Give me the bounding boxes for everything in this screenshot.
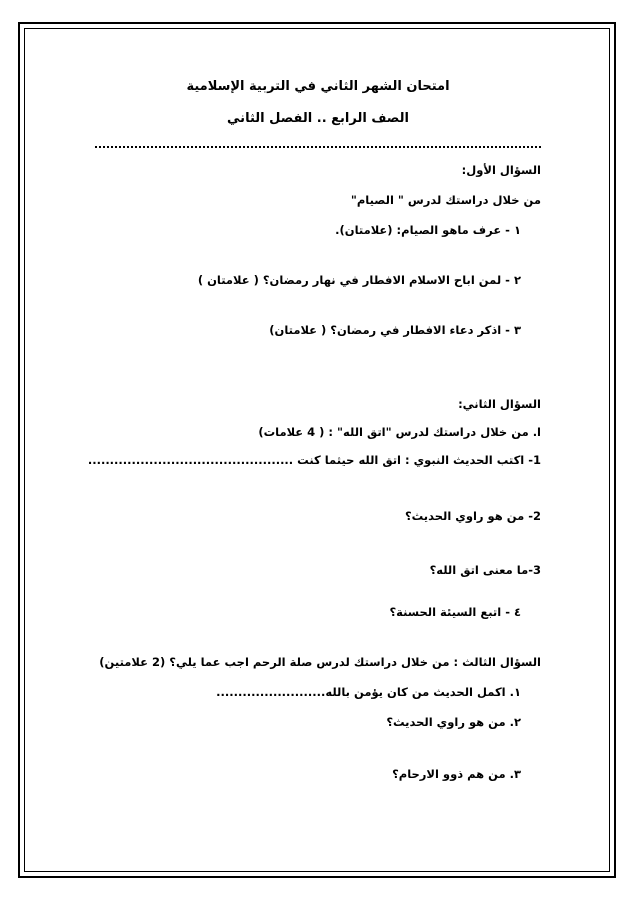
question-2-item: 1- اكتب الحديث النبوي : اتق الله حيثما كنت ............................................... <box>87 453 541 467</box>
dotted-separator <box>95 140 541 148</box>
page-border-inner <box>24 28 610 872</box>
question-3-item: ٣. من هم ذوو الارحام؟ <box>392 767 521 781</box>
exam-subtitle: الصف الرابع .. الفصل الثاني <box>227 111 409 126</box>
question-3-item: ٢. من هو راوي الحديث؟ <box>386 715 521 729</box>
question-2-item: ٤ - اتبع السيئة الحسنة؟ <box>389 605 521 619</box>
question-1-item: ١ - عرف ماهو الصيام: (علامتان). <box>335 223 521 237</box>
question-2-intro: ا. من خلال دراستك لدرس "اتق الله" : ( 4 علامات) <box>258 425 541 439</box>
question-2-item: 2- من هو راوي الحديث؟ <box>404 509 541 523</box>
exam-title: امتحان الشهر الثاني في التربية الإسلامية <box>186 79 450 94</box>
question-1-item: ٣ - اذكر دعاء الافطار في رمضان؟ ( علامتان) <box>269 323 521 337</box>
question-2-item: 3-ما معنى اتق الله؟ <box>429 563 541 577</box>
question-3-heading: السؤال الثالث : من خلال دراستك لدرس صلة الرحم اجب عما يلي؟ (2 علامتين) <box>99 655 541 669</box>
question-2-heading: السؤال الثاني: <box>458 397 541 411</box>
question-3-item: ١. اكمل الحديث من كان يؤمن بالله......................... <box>216 685 521 699</box>
question-1-item: ٢ - لمن اباح الاسلام الافطار في نهار رمضان؟ ( علامتان ) <box>197 273 521 287</box>
question-1-heading: السؤال الأول: <box>461 163 541 177</box>
question-1-intro: من خلال دراستك لدرس " الصيام" <box>350 193 541 207</box>
